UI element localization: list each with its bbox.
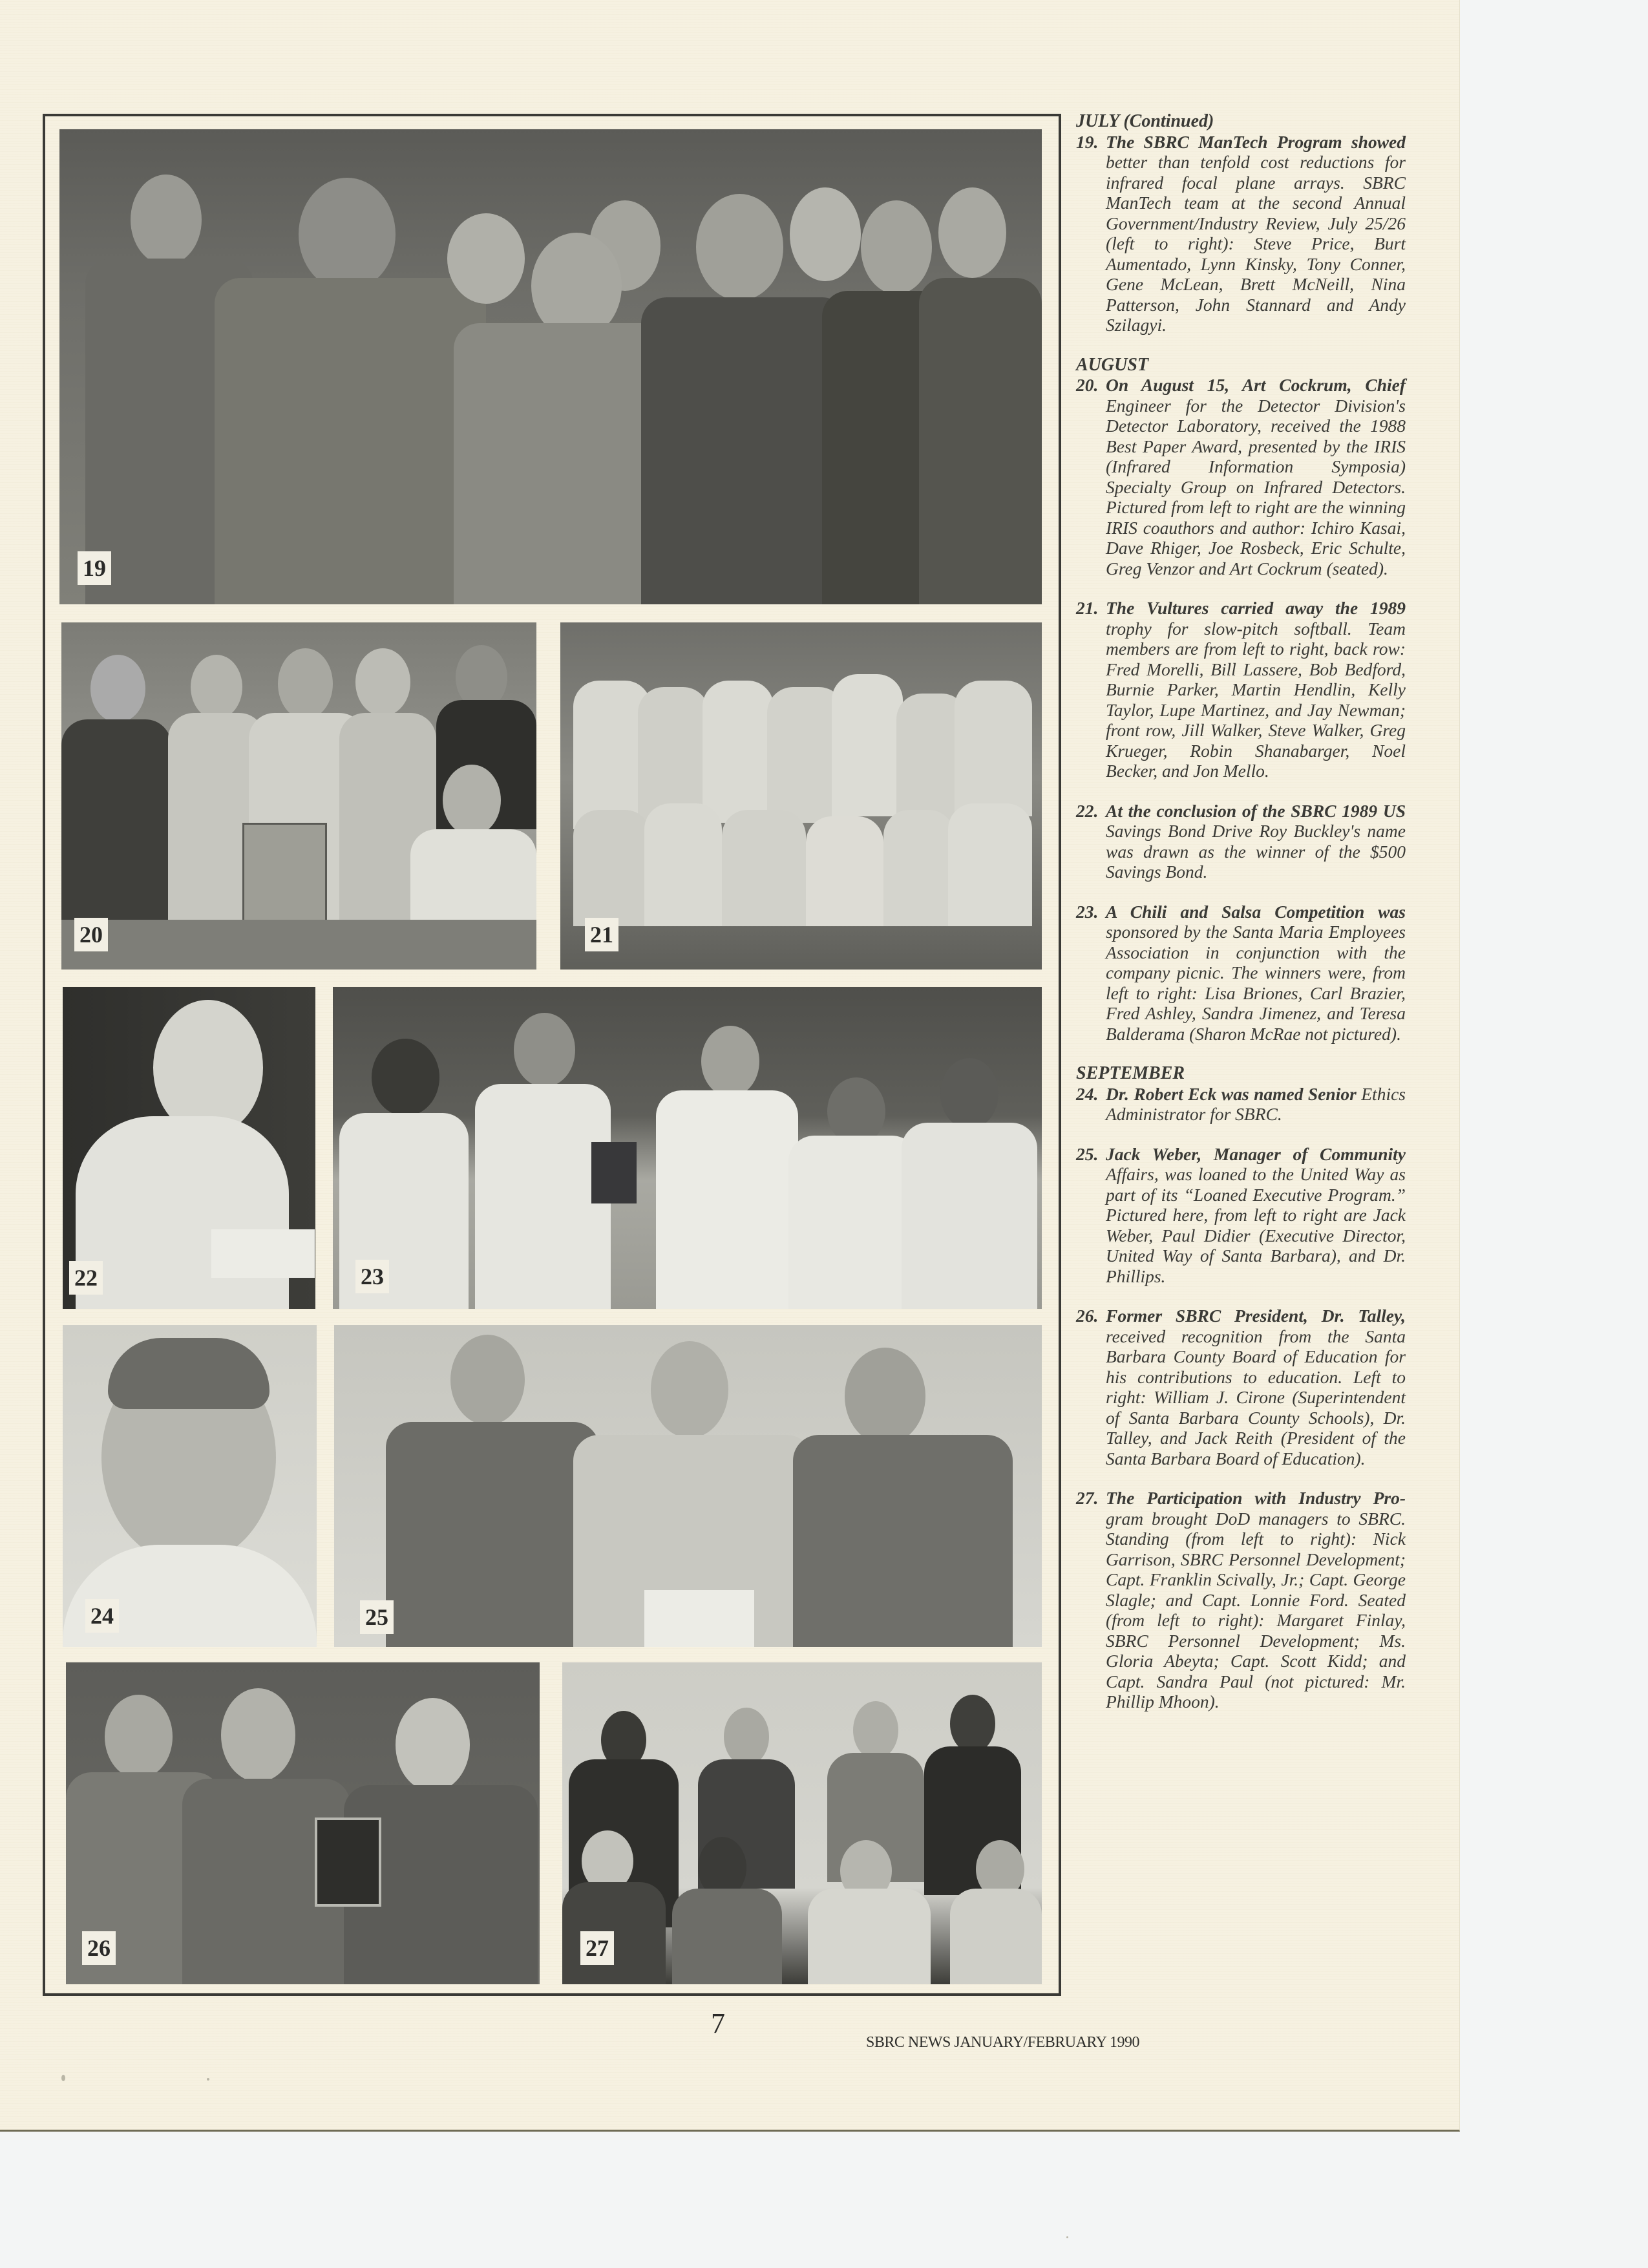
article-body: Affairs, was loaned to the United Way as part of its “Loaned Executive Program.” Pictured here, from left to right are Jack Weber, Paul Didier (Executive Director, United Way of Santa Barbara), and Dr. Phillips. bbox=[1106, 1164, 1406, 1286]
article-body: received recognition from the Santa Barbara County Board of Education for his contributions to education. Left to right: William J. Cirone (Superintendent of Santa Barbara County Schools), Dr. Talley, and Jack Reith (President of the Santa Barbara Board of Education). bbox=[1106, 1326, 1406, 1468]
photo-number-label: 20 bbox=[74, 918, 108, 951]
paper-speck bbox=[1066, 2236, 1068, 2238]
article-23 bbox=[1076, 902, 1406, 1044]
article-22 bbox=[1076, 801, 1406, 882]
article-number: 25. bbox=[1076, 1143, 1099, 1164]
article-lead: Jack Weber, Manager of Community bbox=[1106, 1143, 1406, 1164]
article-lead: A Chili and Salsa Competition was bbox=[1106, 901, 1406, 922]
article-number: 27. bbox=[1076, 1488, 1099, 1508]
section-heading-august: AUGUST bbox=[1076, 354, 1149, 375]
photo-number-label: 22 bbox=[69, 1261, 103, 1295]
article-body: gram brought DoD managers to SBRC. Standing (from left to right): Nick Garrison, SBRC Personnel Development; Capt. Franklin Scivally, Jr.; Capt. George Slagle; and Capt. Lonnie Ford. Seated (from left to right): Margaret Finlay, SBRC Personnel Development; Ms. Gloria Abeyta; Capt. Scott Kidd; and Capt. Sandra Paul (not pictured: Mr. Phillip Mhoon). bbox=[1106, 1508, 1406, 1712]
section-heading-july: JULY (Continued) bbox=[1076, 111, 1214, 131]
photo-22 bbox=[63, 987, 315, 1309]
article-21 bbox=[1076, 598, 1406, 781]
article-25 bbox=[1076, 1144, 1406, 1287]
photo-number-label: 24 bbox=[85, 1599, 119, 1633]
article-number: 23. bbox=[1076, 901, 1099, 922]
article-lead: At the conclusion of the SBRC 1989 US bbox=[1106, 800, 1406, 821]
article-body: sponsored by the Santa Maria Employees Association in conjunction with the company picnic. The winners were, from left to right: Lisa Briones, Carl Brazier, Fred Ashley, Sandra Jimenez, and Teresa Balderama (Sharon McRae not pictured). bbox=[1106, 922, 1406, 1044]
photo-number-label: 23 bbox=[355, 1260, 389, 1293]
photo-19-scene bbox=[59, 129, 1042, 604]
article-number: 24. bbox=[1076, 1083, 1099, 1104]
page-number: 7 bbox=[711, 2008, 725, 2039]
article-body: trophy for slow-pitch softball. Team members are from left to right, back row: Fred Morelli, Bill Lassere, Bob Bedford, Burnie Parker, Martin Hendlin, Kelly Taylor, Lupe Martinez, and Jay Newman; front row, Jill Walker, Steve Walker, Greg Krueger, Robin Shanabarger, Noel Becker, and Jon Mello. bbox=[1106, 618, 1406, 781]
article-body: Savings Bond Drive Roy Buckley's name was drawn as the winner of the $500 Savings Bond. bbox=[1106, 821, 1406, 882]
article-column bbox=[1076, 111, 1406, 1712]
paper-speck bbox=[61, 2075, 65, 2081]
article-number: 26. bbox=[1076, 1306, 1099, 1326]
article-24 bbox=[1076, 1084, 1406, 1125]
article-27 bbox=[1076, 1488, 1406, 1712]
article-number: 21. bbox=[1076, 598, 1099, 618]
photo-27-scene bbox=[562, 1662, 1042, 1984]
photo-number-label: 26 bbox=[82, 1931, 116, 1965]
photo-number-label: 27 bbox=[580, 1931, 614, 1965]
article-body: better than tenfold cost reductions for infrared focal plane arrays. SBRC ManTech team at the second Annual Government/Industry Review, July 25/26 (left to right): Steve Price, Burt Aumentado, Lynn Kinsky, Tony Conner, Gene McLean, Brett McNeill, Nina Patterson, John Stannard and Andy Szilagyi. bbox=[1106, 152, 1406, 335]
photo-25-scene bbox=[334, 1325, 1042, 1647]
section-heading-september: SEPTEMBER bbox=[1076, 1063, 1185, 1083]
article-lead: On August 15, Art Cockrum, Chief bbox=[1106, 375, 1406, 395]
photo-21 bbox=[560, 622, 1042, 970]
photo-20-scene bbox=[61, 622, 536, 970]
paper-speck bbox=[207, 2078, 209, 2081]
article-26 bbox=[1076, 1306, 1406, 1468]
photo-27 bbox=[562, 1662, 1042, 1984]
photo-19 bbox=[59, 129, 1042, 604]
photo-23-scene bbox=[333, 987, 1042, 1309]
photo-number-label: 21 bbox=[585, 918, 618, 951]
publication-footer: SBRC NEWS JANUARY/FEBRUARY 1990 bbox=[866, 2034, 1140, 2051]
article-number: 22. bbox=[1076, 800, 1099, 821]
article-19 bbox=[1076, 132, 1406, 335]
article-lead: Former SBRC President, Dr. Talley, bbox=[1106, 1306, 1406, 1326]
photo-23 bbox=[333, 987, 1042, 1309]
article-lead: The Vultures carried away the 1989 bbox=[1106, 598, 1406, 618]
article-lead: The SBRC ManTech Program showed bbox=[1106, 131, 1406, 152]
article-lead: Dr. Robert Eck was named Senior bbox=[1106, 1083, 1357, 1104]
article-lead: The Participation with Industry Pro- bbox=[1106, 1488, 1406, 1508]
photo-21-scene bbox=[560, 622, 1042, 970]
photo-number-label: 19 bbox=[78, 551, 111, 585]
article-number: 20. bbox=[1076, 375, 1099, 395]
photo-26-scene bbox=[66, 1662, 540, 1984]
article-body: Ethics Administrator for SBRC. bbox=[1106, 1083, 1406, 1124]
photo-number-label: 25 bbox=[360, 1600, 394, 1634]
photo-24 bbox=[63, 1325, 317, 1647]
article-number: 19. bbox=[1076, 131, 1099, 152]
photo-20 bbox=[61, 622, 536, 970]
photo-25 bbox=[334, 1325, 1042, 1647]
article-body: Engineer for the Detector Division's Detector Laboratory, received the 1988 Best Paper Award, presented by the IRIS (Infrared Information Symposia) Specialty Group on Infrared Detectors. Pictured from left to right are the winning IRIS coauthors and author: Ichiro Kasai, Dave Rhiger, Joe Rosbeck, Eric Schulte, Greg Venzor and Art Cockrum (seated). bbox=[1106, 395, 1406, 578]
article-20 bbox=[1076, 375, 1406, 578]
photo-26 bbox=[66, 1662, 540, 1984]
